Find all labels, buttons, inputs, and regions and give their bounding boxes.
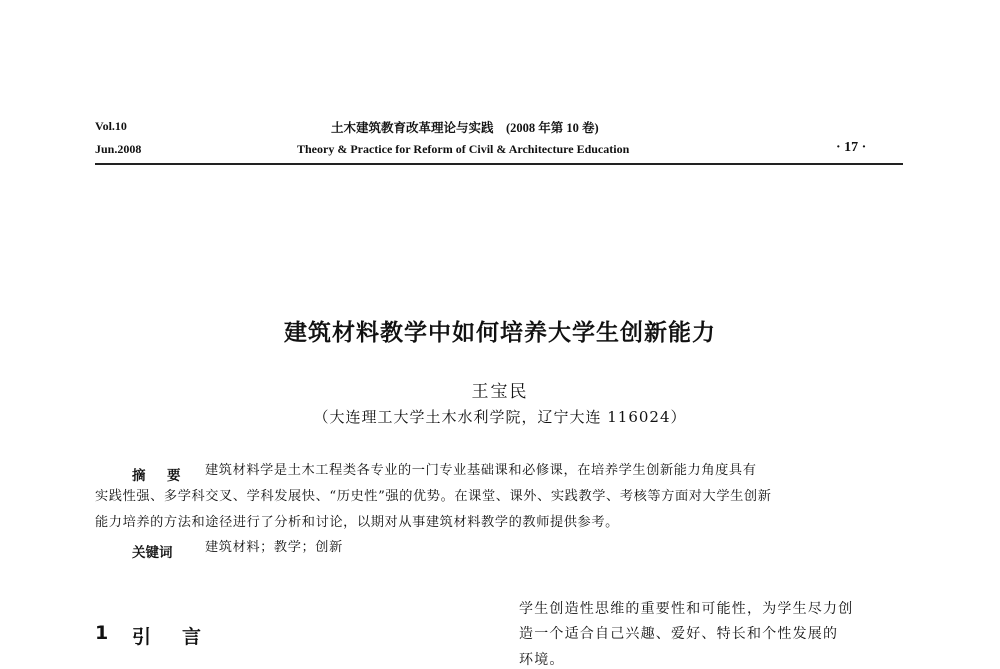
section-number: 1 — [95, 622, 111, 644]
journal-title-en: Theory & Practice for Reform of Civil & Architecture Education — [297, 142, 630, 156]
abstract-line: 实践性强、多学科交叉、学科发展快、“历史性”强的优势。在课堂、课外、实践教学、考核等方面对大学生创新 — [95, 489, 772, 504]
journal-title-cn: 土木建筑教育改革理论与实践 (2008 年第 10 卷) — [331, 121, 599, 135]
abstract-line: 能力培养的方法和途径进行了分析和讨论，以期对从事建筑材料教学的教师提供参考。 — [95, 515, 619, 530]
body-line: 造一个适合自己兴趣、爱好、特长和个性发展的 — [519, 626, 839, 642]
author-name: 王宝民 — [471, 382, 529, 402]
abstract-label: 摘 要 — [132, 468, 185, 484]
body-line: 学生创造性思维的重要性和可能性，为学生尽力创 — [519, 601, 854, 617]
keywords-text: 建筑材料；教学；创新 — [205, 540, 343, 555]
header-rule — [95, 163, 903, 165]
body-line: 环境。 — [519, 652, 565, 668]
article-title: 建筑材料教学中如何培养大学生创新能力 — [284, 320, 716, 346]
abstract-line: 建筑材料学是土木工程类各专业的一门专业基础课和必修课，在培养学生创新能力角度具有 — [205, 463, 757, 478]
keywords-label: 关键词 — [132, 545, 173, 561]
volume-label: Vol.10 — [95, 119, 127, 133]
issue-date: Jun.2008 — [95, 142, 142, 156]
section-title: 引 言 — [132, 626, 208, 648]
page-number: · 17 · — [836, 140, 867, 155]
author-affiliation: （大连理工大学土木水利学院，辽宁大连 116024） — [313, 408, 687, 426]
